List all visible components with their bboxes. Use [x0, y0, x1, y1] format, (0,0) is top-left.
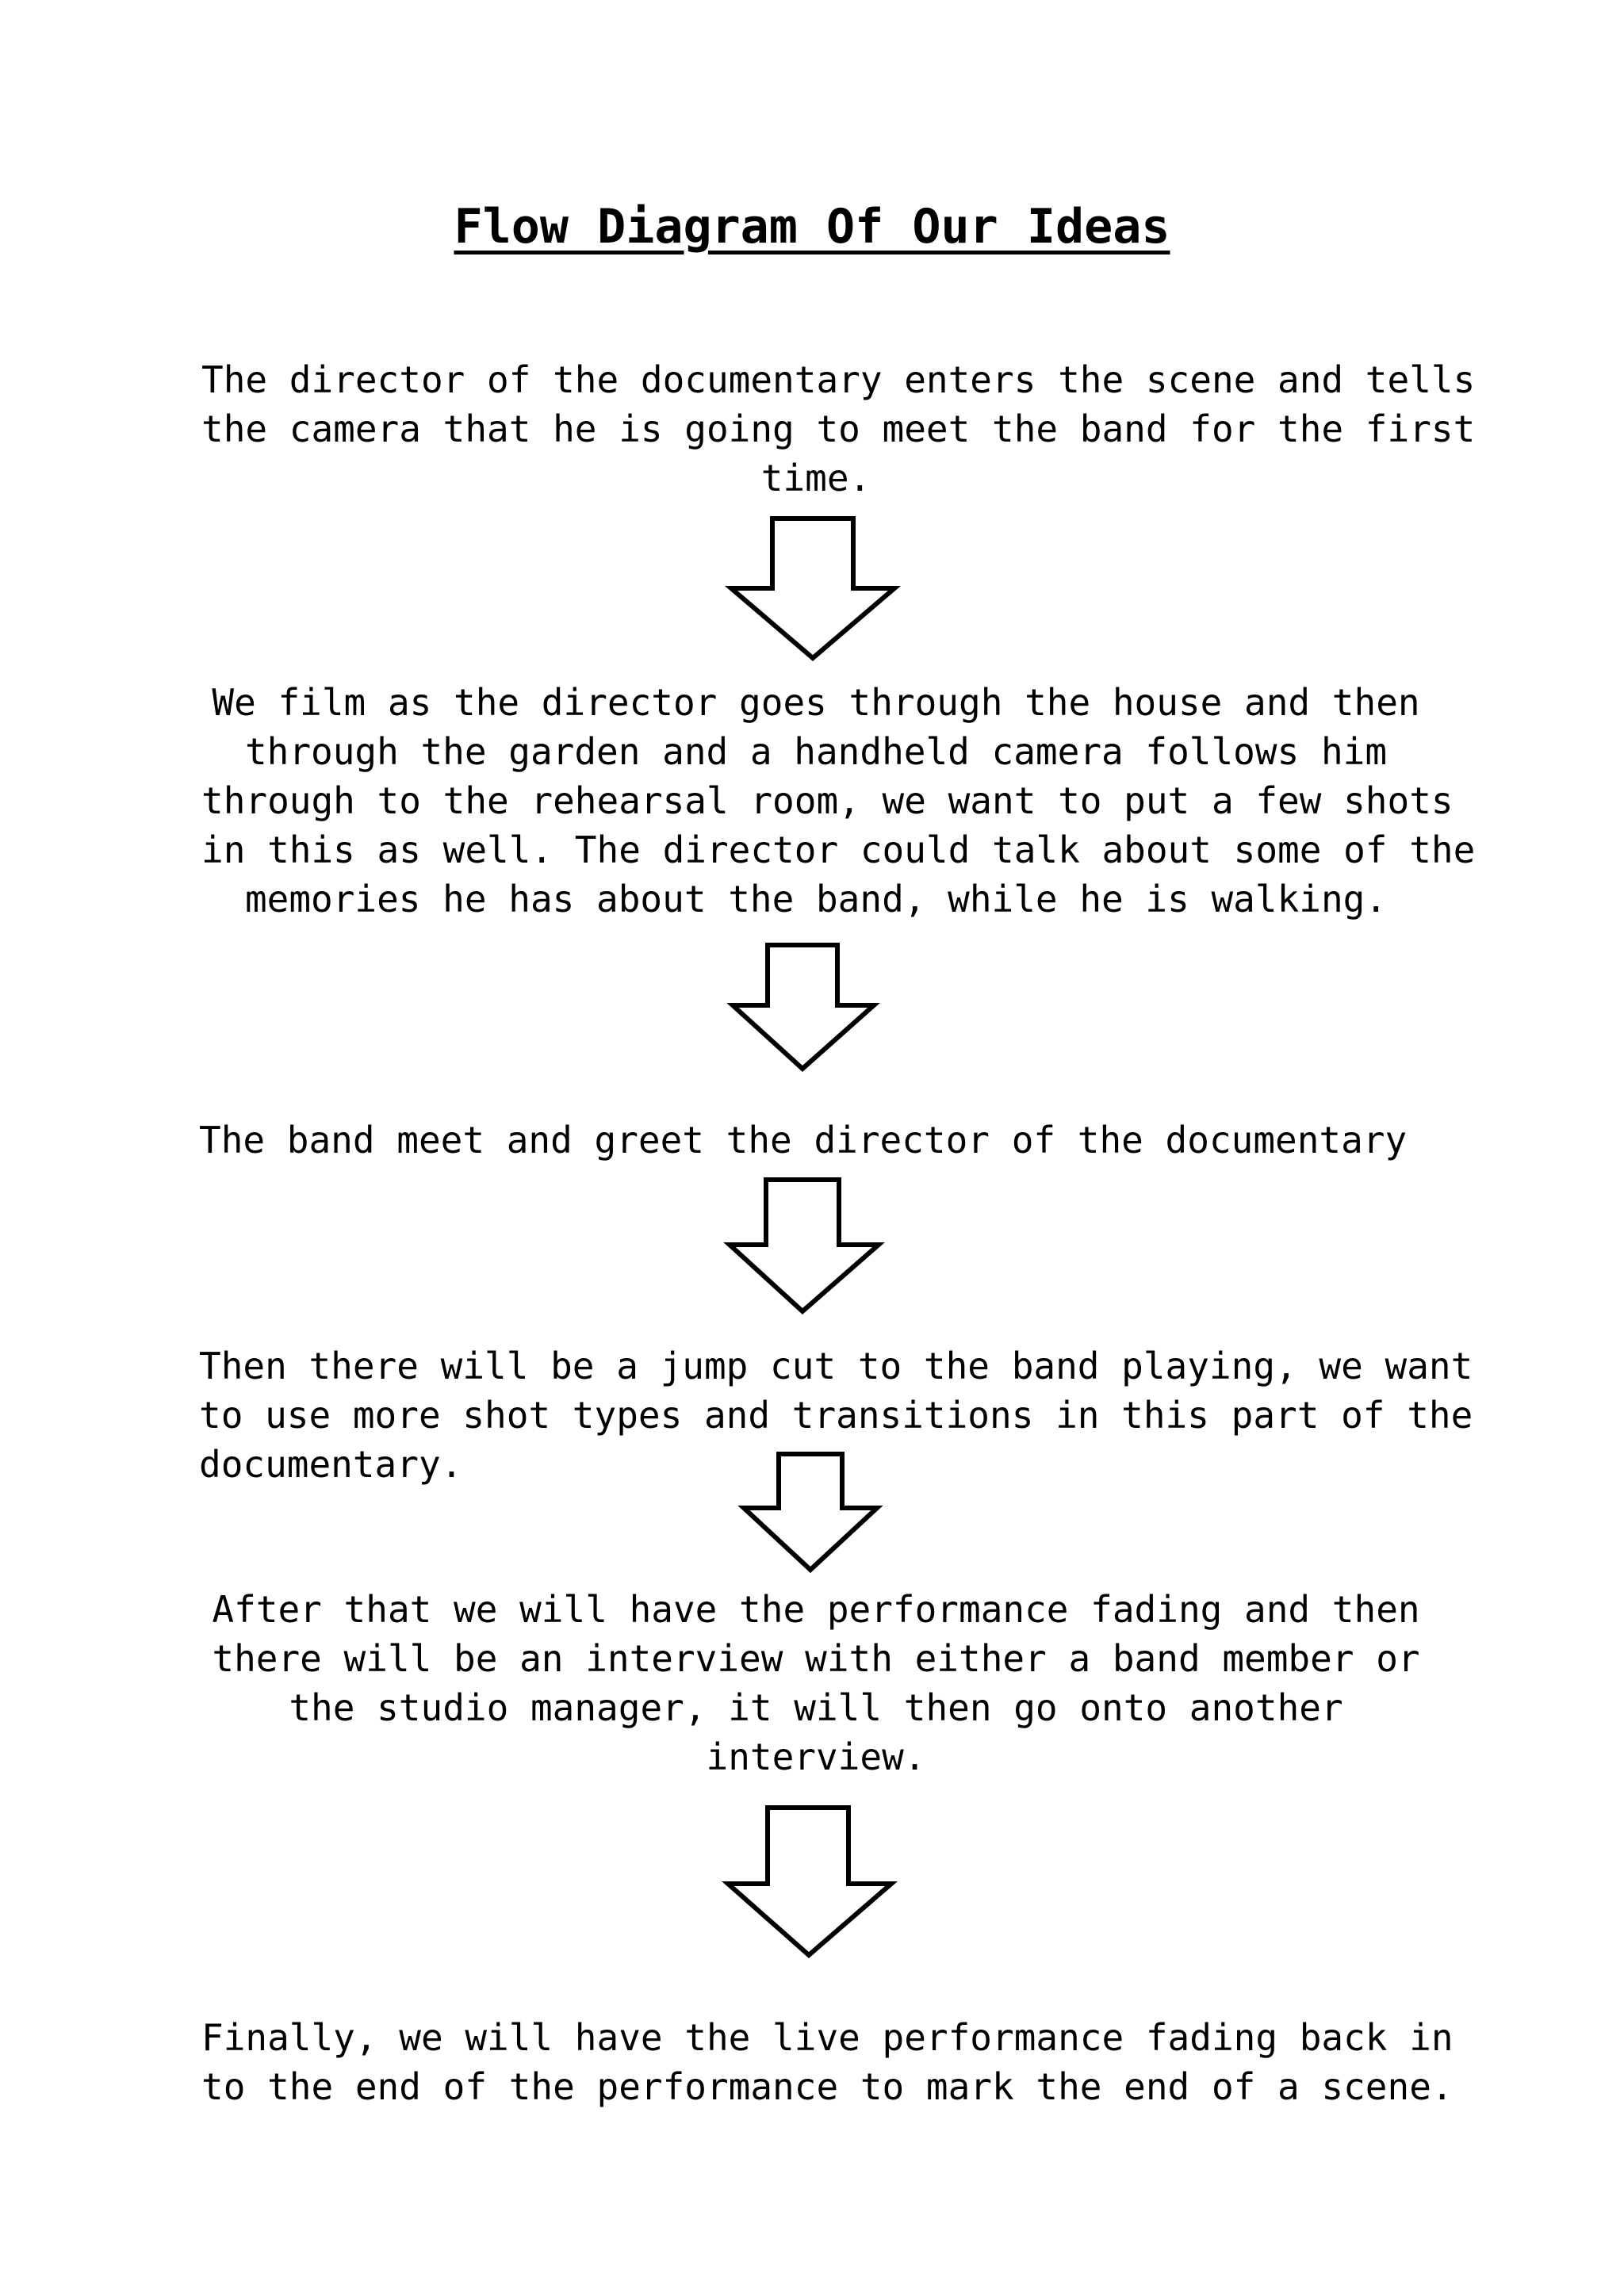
- flow-step-line: Finally, we will have the live performance fading back in: [201, 2016, 1454, 2059]
- page-title: Flow Diagram Of Our Ideas: [454, 199, 1170, 254]
- flow-step-line: the camera that he is going to meet the band for the first: [201, 408, 1476, 450]
- flow-step-line: time.: [760, 457, 871, 499]
- flow-step-line: to the end of the performance to mark the end of a scene.: [201, 2065, 1454, 2108]
- flow-step-2: [201, 678, 1476, 924]
- flow-step-line: We film as the director goes through the house and then: [212, 681, 1420, 724]
- flow-step-line: memories he has about the band, while he is walking.: [244, 878, 1388, 920]
- flow-step-1: [201, 355, 1476, 503]
- down-arrow-icon: [739, 1451, 882, 1574]
- flow-step-line: documentary.: [199, 1443, 463, 1486]
- flow-step-line: interview.: [706, 1735, 926, 1778]
- flow-step-line: to use more shot types and transitions in this part of the: [199, 1394, 1473, 1437]
- flow-step-3: [199, 1115, 1436, 1165]
- flow-step-line: in this as well. The director could talk about some of the: [201, 828, 1476, 871]
- flow-step-5: [201, 1585, 1431, 1781]
- flow-step-line: there will be an interview with either a band member or: [212, 1637, 1420, 1680]
- flow-step-line: The band meet and greet the director of the documentary: [199, 1119, 1408, 1161]
- flow-step-6: [201, 2013, 1454, 2111]
- flow-step-line: The director of the documentary enters the scene and tells: [201, 358, 1476, 401]
- down-arrow-icon: [726, 515, 901, 662]
- flow-step-line: the studio manager, it will then go onto another: [289, 1686, 1343, 1729]
- down-arrow-icon: [723, 1804, 898, 1959]
- down-arrow-icon: [725, 1177, 883, 1315]
- down-arrow-icon: [728, 942, 879, 1073]
- flow-step-line: After that we will have the performance fading and then: [212, 1588, 1420, 1631]
- flow-step-line: Then there will be a jump cut to the band playing, we want: [199, 1345, 1473, 1387]
- flow-step-line: through the garden and a handheld camera follows him: [244, 730, 1388, 773]
- flow-step-line: through to the rehearsal room, we want to put a few shots: [201, 779, 1454, 822]
